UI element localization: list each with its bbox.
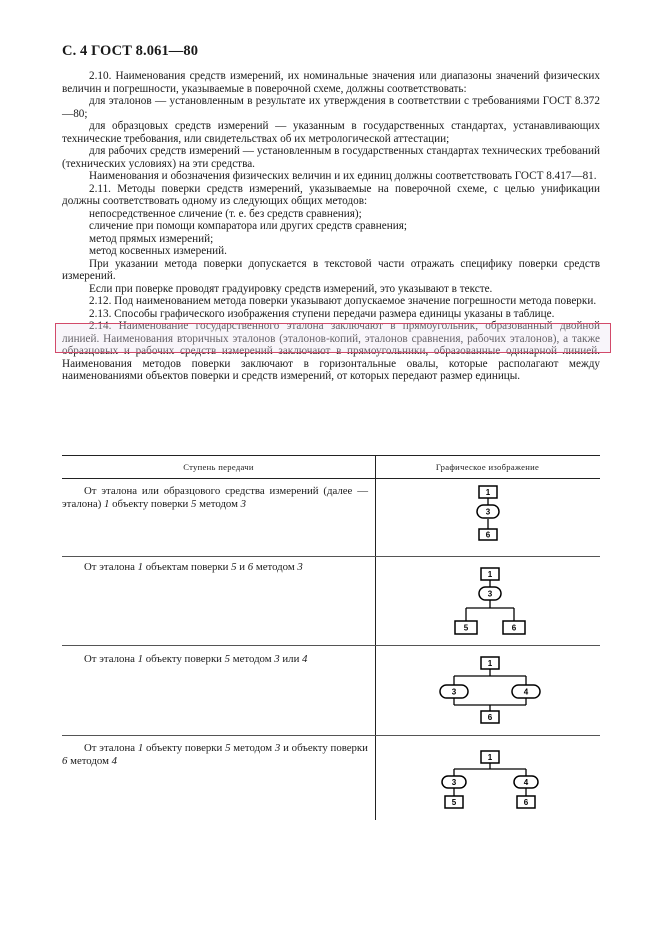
svg-text:3: 3 xyxy=(487,589,493,599)
svg-text:4: 4 xyxy=(523,778,529,787)
object-box-5 xyxy=(455,621,477,634)
standard-box-1 xyxy=(479,486,497,498)
object-box-6 xyxy=(503,621,525,634)
method-comparator: сличение при помощи компаратора или других средств сравнения; xyxy=(89,220,407,232)
table-row-2-text: От эталона 1 объектам поверки 5 и 6 методом 3 xyxy=(84,561,303,573)
method-oval-4 xyxy=(512,685,540,698)
table-top-border xyxy=(62,455,600,456)
table-row-divider xyxy=(62,645,600,646)
svg-text:3: 3 xyxy=(451,687,457,697)
svg-text:6: 6 xyxy=(511,623,517,633)
method-oval-3 xyxy=(477,505,499,518)
table-row-4-text: От эталона 1 объекту поверки 5 методом 3 и объекту поверки 6 методом 4 xyxy=(62,742,368,767)
svg-text:1: 1 xyxy=(485,488,491,497)
table-header-border xyxy=(62,478,600,479)
column-header-stage: Ступень передачи xyxy=(183,462,254,472)
paragraph-etalons: для эталонов — установленным в результате их утверждения в соответствии с требованиями ГОСТ 8.372—80; xyxy=(62,95,600,120)
paragraph-2-11: 2.11. Методы поверки средств измерений, указываемые на поверочной схеме, с целью унификации должны соответствовать одному из следующих общих методов: xyxy=(62,182,600,207)
table-row-divider xyxy=(62,735,600,736)
scheme-2 xyxy=(450,566,530,638)
paragraph-2-10: 2.10. Наименования средств измерений, их номинальные значения или диапазоны значений физических величин и погрешности, указываемые в поверочной схеме, должны соответствовать: xyxy=(62,70,600,95)
method-oval-3 xyxy=(442,776,466,788)
paragraph-working-instruments: для рабочих средств измерений — установленным в государственных стандартах технических требований (технических условиях) на эти средства. xyxy=(62,145,600,170)
table-row-divider xyxy=(62,556,600,557)
paragraph-2-12: 2.12. Под наименованием метода поверки указывают допускаемое значение погрешности метода поверки. xyxy=(89,295,597,307)
method-direct-comparison: непосредственное сличение (т. е. без средств сравнения); xyxy=(89,207,362,220)
method-direct-measurements: метод прямых измерений; xyxy=(89,232,214,245)
svg-text:1: 1 xyxy=(487,753,493,762)
object-box-5 xyxy=(445,796,463,808)
paragraph-2-13: 2.13. Способы графического изображения ступени передачи размера единицы указаны в таблице. xyxy=(89,307,555,320)
page-header: С. 4 ГОСТ 8.061—80 xyxy=(62,43,199,59)
object-box-6 xyxy=(517,796,535,808)
method-oval-3 xyxy=(479,587,501,600)
paragraph-graduation: Если при поверке проводят градуировку средств измерений, это указывают в тексте. xyxy=(89,282,493,295)
method-oval-3 xyxy=(440,685,468,698)
table-column-divider xyxy=(375,455,376,820)
paragraph-units: Наименования и обозначения физических величин и их единиц должны соответствовать ГОСТ 8.417—81. xyxy=(89,170,597,182)
body-text xyxy=(62,70,600,383)
svg-text:3: 3 xyxy=(451,778,457,787)
standard-box-1 xyxy=(481,568,499,580)
method-oval-4 xyxy=(514,776,538,788)
method-indirect-measurements: метод косвенных измерений. xyxy=(89,245,227,257)
svg-text:1: 1 xyxy=(487,659,493,668)
scheme-3 xyxy=(432,655,548,725)
svg-text:6: 6 xyxy=(485,530,491,540)
paragraph-reference-instruments: для образцовых средств измерений — указанным в государственных стандартах, устанавливающих технические требования, или свидетельствах об их метрологической аттестации; xyxy=(62,120,600,145)
svg-text:4: 4 xyxy=(523,687,529,697)
svg-text:6: 6 xyxy=(523,798,529,807)
object-box-6 xyxy=(479,529,497,540)
paragraph-2-14: 2.14. Наименование государственного эталона заключают в прямоугольник, образованный двойной линией. Наименования вторичных эталонов (эталонов-копий, эталонов сравнения, рабочих эталонов), а также образцовых и рабочих средств измерений заключают в прямоугольники, образованные одинарной линией. Наименования методов поверки заключают в горизонтальные овалы, которые располагают между наименованиями объектов поверки и средств измерений, от которых передают размер единицы. xyxy=(62,320,600,382)
svg-text:5: 5 xyxy=(463,623,469,633)
scheme-1 xyxy=(458,483,518,543)
standard-box-1 xyxy=(481,657,499,669)
standard-box-1 xyxy=(481,751,499,763)
svg-text:6: 6 xyxy=(487,713,493,722)
transfer-table xyxy=(62,455,600,820)
svg-text:3: 3 xyxy=(485,507,491,517)
object-box-6 xyxy=(481,711,499,723)
svg-text:1: 1 xyxy=(487,570,493,579)
column-header-graphic: Графическое изображение xyxy=(435,462,540,472)
scheme-4 xyxy=(434,750,546,812)
table-row-1-text: От эталона или образцового средства измерений (далее — эталона) 1 объекту поверки 5 методом 3 xyxy=(62,485,368,510)
svg-text:5: 5 xyxy=(451,798,457,807)
table-row-3-text: От эталона 1 объекту поверки 5 методом 3 или 4 xyxy=(84,653,308,665)
paragraph-specifics: При указании метода поверки допускается в текстовой части отражать специфику поверки средств измерений. xyxy=(62,257,600,282)
